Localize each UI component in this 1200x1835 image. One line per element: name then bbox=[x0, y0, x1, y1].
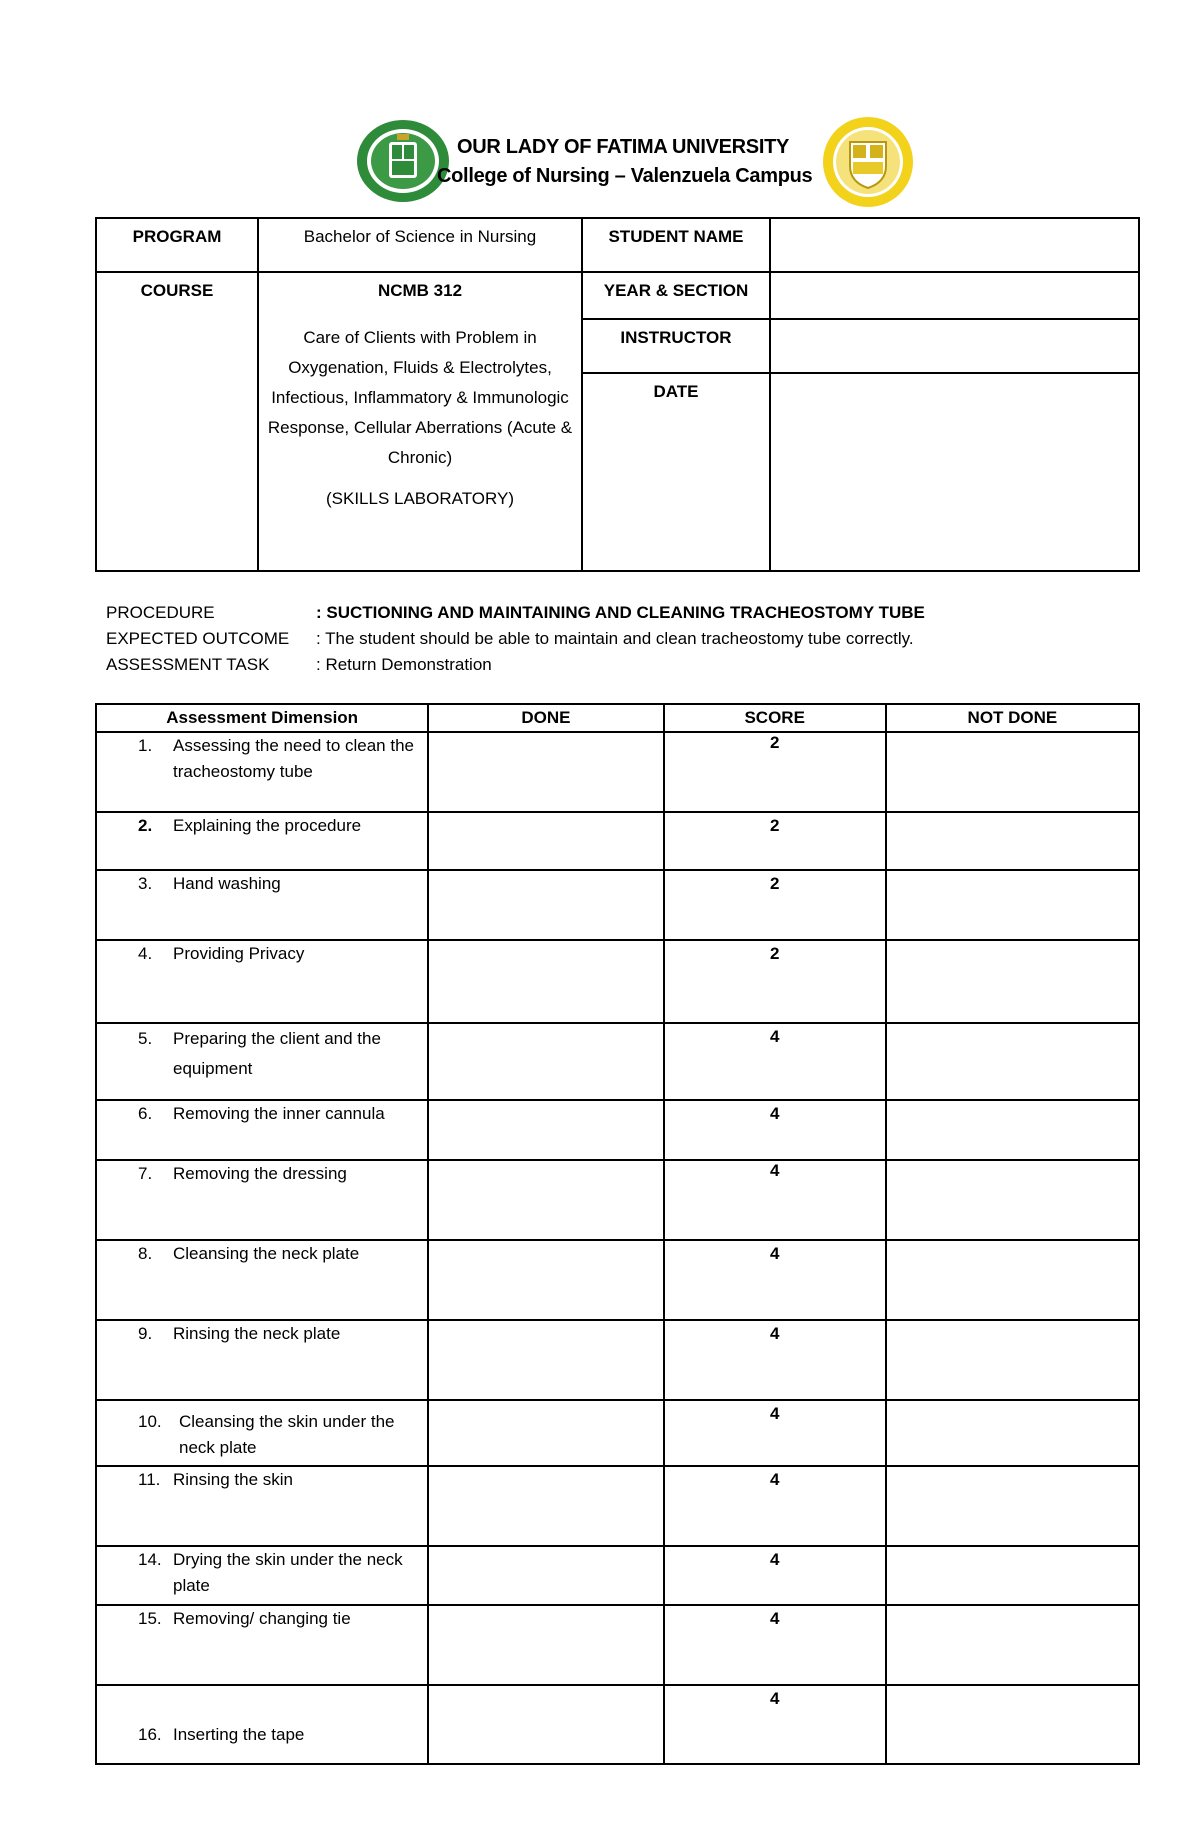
table-row bbox=[96, 1605, 1139, 1685]
student-name-field[interactable] bbox=[770, 218, 1139, 272]
not-done-cell[interactable] bbox=[886, 1546, 1139, 1605]
not-done-cell[interactable] bbox=[886, 1466, 1139, 1546]
not-done-cell[interactable] bbox=[886, 1160, 1139, 1240]
item-number: 7. bbox=[138, 1164, 153, 1183]
course-label: COURSE bbox=[96, 272, 258, 571]
item-number: 10. bbox=[138, 1412, 162, 1431]
score-cell bbox=[664, 1466, 886, 1546]
done-cell[interactable] bbox=[428, 1160, 663, 1240]
score-cell bbox=[664, 1240, 886, 1320]
score-cell bbox=[664, 1605, 886, 1685]
not-done-cell[interactable] bbox=[886, 1400, 1139, 1466]
table-row bbox=[96, 940, 1139, 1023]
item-text: Rinsing the neck plate bbox=[173, 1324, 341, 1343]
dimension-cell bbox=[96, 1023, 428, 1100]
done-cell[interactable] bbox=[428, 1400, 663, 1466]
task-label: ASSESSMENT TASK bbox=[106, 655, 270, 674]
table-row bbox=[96, 812, 1139, 870]
not-done-cell[interactable] bbox=[886, 1685, 1139, 1764]
year-section-label: YEAR & SECTION bbox=[582, 272, 770, 319]
table-row bbox=[96, 1100, 1139, 1160]
assessment-header-row bbox=[96, 704, 1139, 732]
instructor-field[interactable] bbox=[770, 319, 1139, 373]
item-text: Providing Privacy bbox=[173, 944, 305, 963]
score-cell bbox=[664, 1023, 886, 1100]
dimension-cell bbox=[96, 1685, 428, 1764]
score-cell bbox=[664, 870, 886, 940]
item-number: 5. bbox=[138, 1029, 153, 1048]
item-number: 16. bbox=[138, 1725, 162, 1744]
dimension-cell bbox=[96, 1160, 428, 1240]
not-done-cell[interactable] bbox=[886, 1240, 1139, 1320]
header-done: DONE bbox=[428, 704, 663, 732]
score-cell bbox=[664, 1546, 886, 1605]
done-cell[interactable] bbox=[428, 1100, 663, 1160]
document-header bbox=[0, 118, 1200, 218]
done-cell[interactable] bbox=[428, 732, 663, 812]
score-cell bbox=[664, 732, 886, 812]
table-row bbox=[96, 1023, 1139, 1100]
not-done-cell[interactable] bbox=[886, 1605, 1139, 1685]
item-number: 2. bbox=[138, 816, 153, 835]
score-value: 2 bbox=[769, 944, 780, 963]
done-cell[interactable] bbox=[428, 812, 663, 870]
done-cell[interactable] bbox=[428, 870, 663, 940]
university-name: OUR LADY OF FATIMA UNIVERSITY bbox=[457, 136, 790, 158]
item-number: 14. bbox=[138, 1550, 162, 1569]
dimension-cell bbox=[96, 812, 428, 870]
score-value: 2 bbox=[769, 816, 780, 835]
done-cell[interactable] bbox=[428, 1320, 663, 1400]
not-done-cell[interactable] bbox=[886, 940, 1139, 1023]
header-assessment-dimension: Assessment Dimension bbox=[96, 704, 428, 732]
item-text: Hand washing bbox=[173, 874, 281, 893]
date-label: DATE bbox=[582, 373, 770, 571]
table-row bbox=[96, 1400, 1139, 1466]
item-text: Preparing the client and the equipment bbox=[173, 1029, 381, 1078]
done-cell[interactable] bbox=[428, 1466, 663, 1546]
dimension-cell bbox=[96, 1240, 428, 1320]
procedure-row bbox=[106, 600, 925, 626]
score-cell bbox=[664, 1100, 886, 1160]
dimension-cell bbox=[96, 1546, 428, 1605]
score-cell bbox=[664, 1320, 886, 1400]
not-done-cell[interactable] bbox=[886, 1320, 1139, 1400]
item-number: 6. bbox=[138, 1104, 153, 1123]
not-done-cell[interactable] bbox=[886, 1023, 1139, 1100]
not-done-cell[interactable] bbox=[886, 812, 1139, 870]
item-text: Drying the skin under the neck plate bbox=[173, 1550, 403, 1595]
table-row bbox=[96, 1685, 1139, 1764]
item-text: Cleansing the neck plate bbox=[173, 1244, 360, 1263]
task-value: : Return Demonstration bbox=[316, 655, 492, 674]
done-cell[interactable] bbox=[428, 1685, 663, 1764]
outcome-row bbox=[106, 626, 925, 652]
item-text: Removing/ changing tie bbox=[173, 1609, 351, 1628]
done-cell[interactable] bbox=[428, 1605, 663, 1685]
score-value: 4 bbox=[769, 1404, 780, 1423]
item-number: 4. bbox=[138, 944, 153, 963]
score-cell bbox=[664, 940, 886, 1023]
assessment-table bbox=[95, 703, 1140, 1765]
item-text: Rinsing the skin bbox=[173, 1470, 294, 1489]
score-cell bbox=[664, 1400, 886, 1466]
procedure-section bbox=[106, 600, 925, 678]
done-cell[interactable] bbox=[428, 940, 663, 1023]
done-cell[interactable] bbox=[428, 1240, 663, 1320]
course-cell bbox=[258, 272, 582, 571]
program-label: PROGRAM bbox=[96, 218, 258, 272]
procedure-value: : SUCTIONING AND MAINTAINING AND CLEANING TRACHEOSTOMY TUBE bbox=[316, 603, 925, 622]
item-number: 1. bbox=[138, 736, 153, 755]
university-seal-icon bbox=[355, 118, 451, 204]
done-cell[interactable] bbox=[428, 1023, 663, 1100]
dimension-cell bbox=[96, 1605, 428, 1685]
not-done-cell[interactable] bbox=[886, 870, 1139, 940]
dimension-cell bbox=[96, 1466, 428, 1546]
dimension-cell bbox=[96, 1400, 428, 1466]
item-number: 3. bbox=[138, 874, 153, 893]
score-cell bbox=[664, 1160, 886, 1240]
info-table bbox=[95, 217, 1140, 572]
outcome-label: EXPECTED OUTCOME bbox=[106, 629, 290, 648]
college-seal-icon bbox=[820, 116, 916, 208]
item-text: Cleansing the skin under the neck plate bbox=[179, 1412, 395, 1457]
item-number: 9. bbox=[138, 1324, 153, 1343]
course-code: NCMB 312 bbox=[377, 281, 463, 300]
not-done-cell[interactable] bbox=[886, 1100, 1139, 1160]
table-row bbox=[96, 1466, 1139, 1546]
not-done-cell[interactable] bbox=[886, 732, 1139, 812]
table-row bbox=[96, 732, 1139, 812]
course-type: (SKILLS LABORATORY) bbox=[325, 489, 514, 508]
score-value: 4 bbox=[769, 1550, 780, 1569]
dimension-cell bbox=[96, 732, 428, 812]
dimension-cell bbox=[96, 940, 428, 1023]
item-text: Removing the dressing bbox=[173, 1164, 347, 1183]
student-name-label: STUDENT NAME bbox=[582, 218, 770, 272]
item-number: 11. bbox=[138, 1470, 161, 1489]
score-cell bbox=[664, 1685, 886, 1764]
score-value: 4 bbox=[769, 1161, 780, 1180]
date-field[interactable] bbox=[770, 373, 1139, 571]
table-row bbox=[96, 870, 1139, 940]
item-number: 15. bbox=[138, 1609, 162, 1628]
year-section-field[interactable] bbox=[770, 272, 1139, 319]
score-value: 4 bbox=[769, 1609, 780, 1628]
score-value: 2 bbox=[769, 733, 780, 752]
procedure-label: PROCEDURE bbox=[106, 603, 215, 622]
outcome-value: : The student should be able to maintain and clean tracheostomy tube correctly. bbox=[316, 629, 914, 648]
score-value: 4 bbox=[769, 1244, 780, 1263]
dimension-cell bbox=[96, 870, 428, 940]
table-row bbox=[96, 1320, 1139, 1400]
score-value: 4 bbox=[769, 1470, 780, 1489]
college-name: College of Nursing – Valenzuela Campus bbox=[437, 165, 813, 187]
table-row bbox=[96, 1160, 1139, 1240]
score-value: 4 bbox=[769, 1324, 780, 1343]
header-not-done: NOT DONE bbox=[886, 704, 1139, 732]
course-description: Care of Clients with Problem in Oxygenation, Fluids & Electrolytes, Infectious, Inflammatory & Immunologic Response, Cellular Aberrations (Acute & Chronic) bbox=[267, 328, 573, 467]
score-value: 4 bbox=[769, 1104, 780, 1123]
item-text: Inserting the tape bbox=[173, 1725, 305, 1744]
item-text: Explaining the procedure bbox=[173, 816, 362, 835]
item-number: 8. bbox=[138, 1244, 153, 1263]
table-row bbox=[96, 1546, 1139, 1605]
instructor-label: INSTRUCTOR bbox=[582, 319, 770, 373]
dimension-cell bbox=[96, 1320, 428, 1400]
score-value: 4 bbox=[769, 1027, 780, 1046]
header-score: SCORE bbox=[664, 704, 886, 732]
score-cell bbox=[664, 812, 886, 870]
table-row bbox=[96, 1240, 1139, 1320]
dimension-cell bbox=[96, 1100, 428, 1160]
score-value: 2 bbox=[769, 874, 780, 893]
task-row bbox=[106, 652, 925, 678]
score-value: 4 bbox=[769, 1689, 780, 1708]
item-text: Removing the inner cannula bbox=[173, 1104, 385, 1123]
program-value: Bachelor of Science in Nursing bbox=[258, 218, 582, 272]
item-text: Assessing the need to clean the tracheostomy tube bbox=[173, 736, 414, 781]
done-cell[interactable] bbox=[428, 1546, 663, 1605]
